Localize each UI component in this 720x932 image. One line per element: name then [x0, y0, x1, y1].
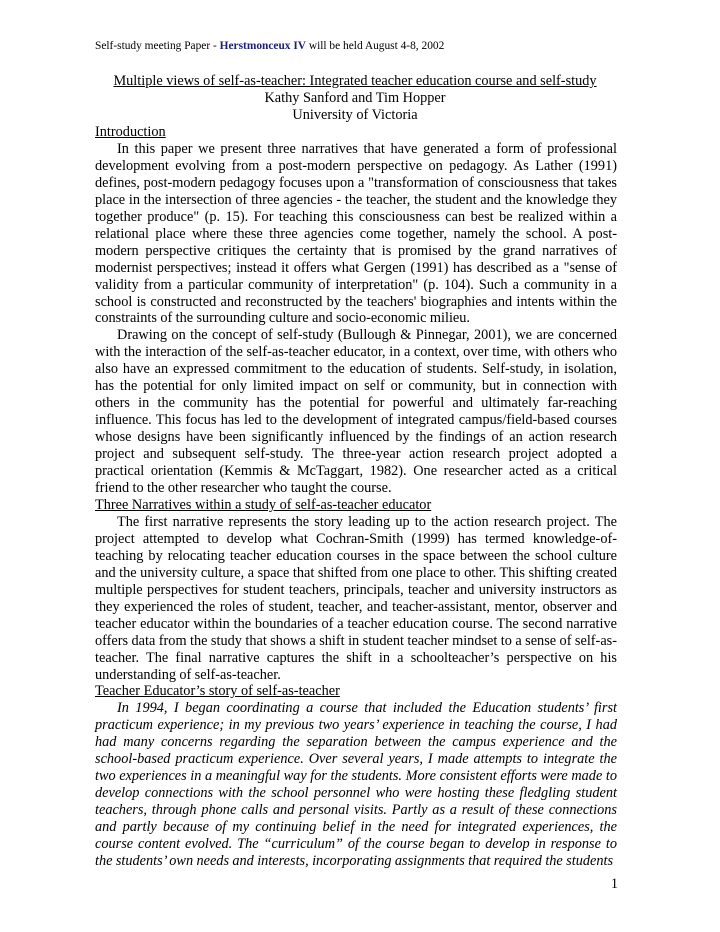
section-heading-introduction: Introduction — [95, 124, 166, 140]
page-number: 1 — [610, 876, 618, 892]
section-heading-teacher-educator-story: Teacher Educator’s story of self-as-teacher — [95, 683, 340, 700]
body-paragraph: Drawing on the concept of self-study (Bullough & Pinnegar, 2001), we are concerned with the interaction of the self-as-teacher educator, in a context, over time, with others who also have an expressed commitment to the education of students. Self-study, in isolation, has the potential for only limited impact on self or community, but in connection with others in the community has the potential for powerful and ultimately far-reaching influence. This focus has led to the development of integrated campus/field-based courses whose designs have been significantly influenced by the findings of an action research project and subsequent self-study. The three-year action research project adopted a practical orientation (Kemmis & McTaggart, 1982). One researcher acted as a critical friend to the other researcher who taught the course. — [95, 327, 617, 497]
paper-body — [95, 124, 617, 870]
title-block — [95, 73, 615, 124]
paper-authors: Kathy Sanford and Tim Hopper — [264, 90, 446, 106]
header-prefix: Self-study meeting Paper - — [95, 40, 220, 52]
header-conference-name: Herstmonceux IV — [219, 40, 307, 52]
body-paragraph: In this paper we present three narratives that have generated a form of professional development evolving from a post-modern perspective on pedagogy. As Lather (1991) defines, post-modern pedagogy focuses upon a "transformation of consciousness that takes place in the intersection of three agencies - the teacher, the student and the knowledge they together produce" (p. 15). For teaching this consciousness can best be realized within a relational place where these three agencies come together, namely the school. A post-modern perspective critiques the certainty that is promised by the grand narratives of modernist perspectives; instead it offers what Gergen (1991) has described as a "sense of validity from a particular community of interpretation" (p. 104). Such a community in a school is constructed and reconstructed by the teachers' biographies and intents within the constraints of the surrounding culture and socio-economic milieu. — [95, 140, 617, 327]
body-paragraph: The first narrative represents the story leading up to the action research project. The project attempted to develop what Cochran-Smith (1999) has termed knowledge-of-teaching by relocating teacher education courses in the space between the school culture and the university culture, a space that shifted from one place to other. This shifting created multiple perspectives for student teachers, principals, teacher and university instructors as they experienced the roles of student, teacher, and teacher-assistant, mentor, observer and teacher educator within the boundaries of a teacher education course. The second narrative offers data from the study that shows a shift in student teacher mindset to a sense of self-as-teacher. The final narrative captures the shift in a schoolteacher’s perspective on his understanding of self-as-teacher. — [95, 513, 617, 683]
section-heading-three-narratives: Three Narratives within a study of self-as-teacher educator — [95, 496, 432, 513]
header-suffix: will be held August 4-8, 2002 — [306, 40, 445, 52]
paper-affiliation: University of Victoria — [292, 107, 418, 123]
narrative-paragraph: In 1994, I began coordinating a course that included the Education students’ first practicum experience; in my previous two years’ experience in teaching the course, I had had many concerns regarding the separation between the campus experience and the school-based practicum experience. Over several years, I made attempts to integrate the two experiences in a meaningful way for the students. More consistent efforts were made to develop connections with the school personnel who were hosting these fledgling student teachers, through phone calls and personal visits. Partly as a result of these connections and partly because of my continuing belief in the need for integrated experiences, the course content evolved. The “curriculum” of the course began to develop in response to the students’ own needs and interests, incorporating assignments that required the students — [95, 700, 617, 869]
running-header — [95, 40, 444, 52]
paper-title: Multiple views of self-as-teacher: Integrated teacher education course and self-study — [113, 73, 597, 89]
